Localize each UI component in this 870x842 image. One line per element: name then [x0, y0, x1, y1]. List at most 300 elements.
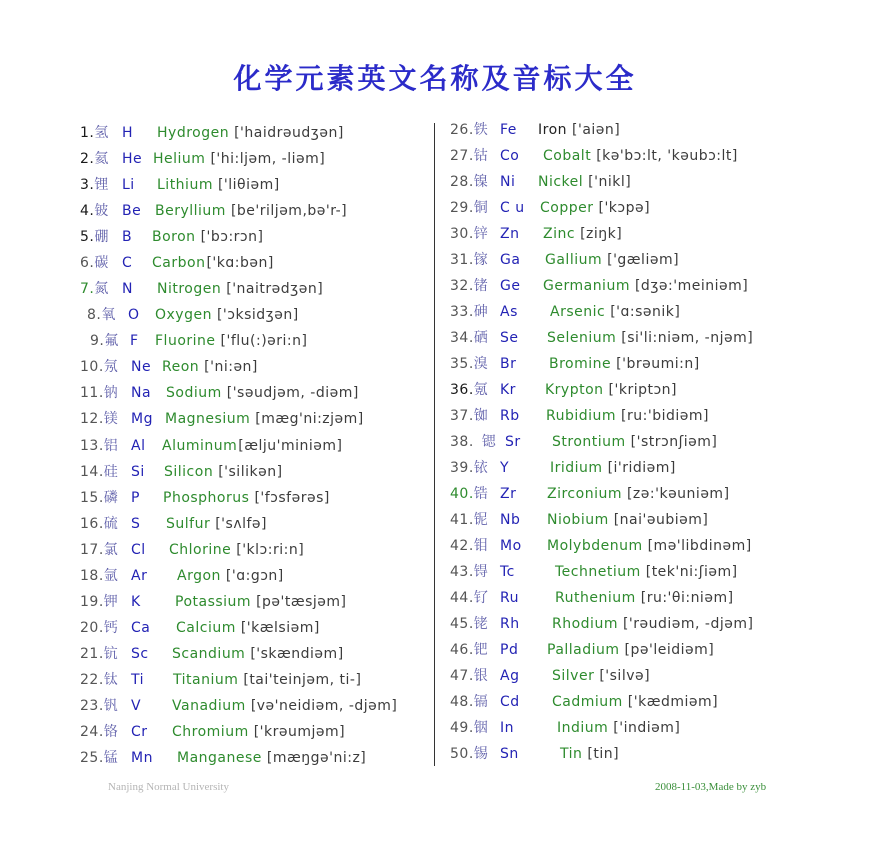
- element-row: [435, 225, 870, 243]
- element-english-name: Tin: [560, 746, 583, 762]
- element-number: 27.: [450, 148, 474, 164]
- element-number: 1.: [80, 125, 95, 141]
- element-phonetic: [i'ridiəm]: [607, 460, 676, 476]
- element-symbol: Rh: [500, 616, 520, 632]
- element-label-group: [80, 515, 118, 533]
- element-phonetic: [ru:'θi:niəm]: [640, 590, 734, 606]
- element-symbol: Ge: [500, 278, 521, 294]
- element-row: [435, 407, 870, 425]
- element-chinese-name: 铌: [473, 512, 488, 528]
- element-name-group: [538, 173, 631, 191]
- element-english-name: Bromine: [549, 356, 612, 372]
- element-english-name: Oxygen: [155, 307, 212, 324]
- element-row: [435, 459, 870, 477]
- element-name-group: [545, 381, 677, 399]
- element-phonetic: [tek'ni:ʃiəm]: [645, 564, 738, 580]
- element-phonetic: ['krəumjəm]: [253, 723, 346, 740]
- element-name-group: [172, 645, 344, 663]
- element-english-name: Indium: [557, 720, 609, 736]
- element-name-group: [172, 697, 397, 715]
- element-name-group: [155, 202, 347, 220]
- element-english-name: Silver: [552, 668, 595, 684]
- element-label-group: [80, 150, 108, 168]
- element-chinese-name: 钠: [103, 385, 118, 402]
- element-symbol: Fe: [500, 122, 517, 138]
- element-phonetic: ['strɔnʃiəm]: [630, 434, 718, 450]
- element-symbol: Nb: [500, 512, 521, 528]
- element-symbol: F: [130, 333, 139, 350]
- element-phonetic: ['flu(:)əri:n]: [220, 333, 308, 350]
- element-name-group: [155, 306, 299, 324]
- element-english-name: Gallium: [545, 252, 603, 268]
- element-label-group: [80, 723, 118, 741]
- element-symbol: He: [122, 151, 143, 167]
- element-name-group: [545, 251, 679, 269]
- element-row: [0, 306, 435, 324]
- element-english-name: Cadmium: [552, 694, 623, 710]
- element-label-group: [450, 615, 488, 633]
- element-row: [0, 749, 435, 767]
- element-english-name: Argon: [177, 567, 221, 584]
- element-chinese-name: 硅: [103, 463, 118, 480]
- element-chinese-name: 锗: [473, 278, 488, 294]
- element-symbol: P: [131, 489, 140, 506]
- element-label-group: [80, 358, 118, 376]
- element-symbol: Sc: [131, 645, 149, 662]
- element-chinese-name: 钴: [473, 148, 488, 164]
- element-phonetic: [ælju'miniəm]: [238, 437, 343, 454]
- element-english-name: Molybdenum: [547, 538, 643, 554]
- element-symbol: Na: [131, 385, 152, 402]
- element-label-group: [450, 147, 488, 165]
- element-row: [0, 176, 435, 194]
- element-row: [0, 410, 435, 428]
- element-label-group: [450, 407, 488, 425]
- element-row: [0, 489, 435, 507]
- element-number: 41.: [450, 512, 474, 528]
- element-label-group: [80, 437, 118, 455]
- element-english-name: Carbon: [152, 255, 206, 272]
- element-name-group: [152, 254, 274, 272]
- element-chinese-name: 铁: [473, 122, 488, 138]
- element-chinese-name: 锂: [94, 177, 109, 194]
- element-row: [435, 589, 870, 607]
- element-label-group: [80, 541, 118, 559]
- element-symbol: Pd: [500, 642, 519, 658]
- element-symbol: Zn: [500, 226, 520, 242]
- element-english-name: Nitrogen: [157, 281, 222, 298]
- element-row: [0, 228, 435, 246]
- element-english-name: Cobalt: [543, 148, 592, 164]
- element-symbol: B: [122, 229, 133, 246]
- element-row: [435, 745, 870, 763]
- element-symbol: Li: [122, 177, 135, 194]
- element-name-group: [162, 437, 342, 455]
- element-english-name: Technetium: [555, 564, 641, 580]
- element-number: 20.: [80, 619, 104, 636]
- element-row: [435, 719, 870, 737]
- element-row: [0, 202, 435, 220]
- element-phonetic: ['gæliəm]: [607, 252, 680, 268]
- element-symbol: O: [128, 307, 140, 324]
- element-row: [0, 515, 435, 533]
- element-english-name: Aluminum: [162, 437, 238, 454]
- element-english-name: Sodium: [166, 385, 222, 402]
- element-number: 40.: [450, 486, 474, 502]
- element-english-name: Chromium: [172, 723, 249, 740]
- element-row: [0, 593, 435, 611]
- element-label-group: [87, 306, 115, 324]
- element-name-group: [560, 745, 619, 763]
- element-chinese-name: 硫: [103, 515, 118, 532]
- element-row: [435, 563, 870, 581]
- element-english-name: Helium: [153, 151, 206, 167]
- element-english-name: Germanium: [543, 278, 630, 294]
- element-chinese-name: 铟: [473, 720, 488, 736]
- element-name-group: [555, 563, 738, 581]
- element-label-group: [450, 511, 488, 529]
- element-symbol: Mo: [500, 538, 522, 554]
- element-english-name: Nickel: [538, 174, 584, 190]
- element-phonetic: ['liθiəm]: [217, 177, 280, 194]
- element-chinese-name: 钾: [103, 593, 118, 610]
- element-number: 9.: [90, 333, 105, 350]
- element-name-group: [166, 384, 359, 402]
- element-phonetic: ['klɔ:ri:n]: [236, 541, 305, 558]
- element-symbol: N: [122, 281, 133, 298]
- element-name-group: [550, 303, 680, 321]
- element-symbol: Ga: [500, 252, 521, 268]
- element-english-name: Rhodium: [552, 616, 618, 632]
- element-phonetic: [mə'libdinəm]: [647, 538, 752, 554]
- element-number: 28.: [450, 174, 474, 190]
- element-chinese-name: 镍: [473, 174, 488, 190]
- element-phonetic: [nai'əubiəm]: [613, 512, 709, 528]
- element-english-name: Vanadium: [172, 697, 246, 714]
- element-label-group: [80, 280, 108, 298]
- element-english-name: Potassium: [175, 593, 252, 610]
- element-chinese-name: 铷: [473, 408, 488, 424]
- element-row: [0, 358, 435, 376]
- element-phonetic: [dʒə:'meiniəm]: [634, 278, 749, 294]
- element-label-group: [80, 749, 118, 767]
- element-row: [435, 667, 870, 685]
- element-number: 5.: [80, 229, 95, 246]
- element-label-group: [450, 745, 488, 763]
- element-number: 22.: [80, 671, 104, 688]
- element-chinese-name: 氟: [104, 333, 119, 350]
- element-symbol: Br: [500, 356, 517, 372]
- element-phonetic: [və'neidiəm, -djəm]: [250, 697, 398, 714]
- element-symbol: Se: [500, 330, 519, 346]
- element-english-name: Magnesium: [165, 411, 251, 428]
- element-symbol: Si: [131, 463, 145, 480]
- element-label-group: [80, 254, 108, 272]
- element-name-group: [155, 332, 307, 350]
- element-name-group: [162, 358, 258, 376]
- element-phonetic: ['rəudiəm, -djəm]: [622, 616, 754, 632]
- element-phonetic: ['kælsiəm]: [240, 619, 320, 636]
- element-chinese-name: 铬: [103, 723, 118, 740]
- element-phonetic: ['haidrəudʒən]: [234, 125, 344, 141]
- element-number: 21.: [80, 645, 104, 662]
- element-english-name: Selenium: [547, 330, 617, 346]
- element-chinese-name: 氢: [94, 125, 109, 141]
- element-row: [0, 150, 435, 168]
- element-symbol: Ru: [500, 590, 519, 606]
- element-phonetic: ['ɑ:gɔn]: [225, 567, 284, 584]
- element-symbol: C u: [500, 200, 525, 216]
- element-row: [435, 511, 870, 529]
- element-number: 29.: [450, 200, 474, 216]
- element-phonetic: [ru:'bidiəm]: [621, 408, 709, 424]
- element-chinese-name: 锆: [473, 486, 488, 502]
- element-row: [0, 280, 435, 298]
- element-row: [0, 697, 435, 715]
- element-number: 48.: [450, 694, 474, 710]
- element-number: 25.: [80, 750, 104, 766]
- right-column: [435, 0, 870, 842]
- element-number: 15.: [80, 489, 104, 506]
- element-label-group: [450, 355, 488, 373]
- element-name-group: [543, 147, 738, 165]
- element-chinese-name: 银: [473, 668, 488, 684]
- element-label-group: [80, 463, 118, 481]
- element-symbol: In: [500, 720, 515, 736]
- element-phonetic: ['indiəm]: [613, 720, 681, 736]
- element-chinese-name: 铑: [473, 616, 488, 632]
- element-row: [435, 251, 870, 269]
- element-symbol: Tc: [500, 564, 515, 580]
- element-name-group: [152, 228, 263, 246]
- element-english-name: Boron: [152, 229, 196, 246]
- element-chinese-name: 铱: [473, 460, 488, 476]
- element-english-name: Rubidium: [546, 408, 617, 424]
- element-number: 39.: [450, 460, 474, 476]
- element-name-group: [165, 410, 364, 428]
- element-name-group: [547, 641, 714, 659]
- element-number: 8.: [87, 307, 102, 324]
- element-phonetic: ['naitrədʒən]: [226, 281, 324, 298]
- element-row: [435, 121, 870, 139]
- element-number: 42.: [450, 538, 474, 554]
- element-english-name: Scandium: [172, 645, 246, 662]
- element-symbol: Ne: [131, 359, 152, 376]
- element-chinese-name: 锌: [473, 226, 488, 242]
- element-name-group: [153, 150, 325, 168]
- element-chinese-name: 铍: [94, 203, 109, 220]
- element-row: [0, 671, 435, 689]
- element-name-group: [163, 489, 330, 507]
- element-phonetic: [mæg'ni:zjəm]: [255, 411, 364, 428]
- element-phonetic: ['hi:ljəm, -liəm]: [210, 151, 326, 167]
- element-label-group: [80, 671, 118, 689]
- element-english-name: Chlorine: [169, 541, 232, 558]
- element-phonetic: ['kɑ:bən]: [206, 255, 274, 272]
- element-row: [435, 485, 870, 503]
- element-symbol: Be: [122, 203, 142, 220]
- element-english-name: Fluorine: [155, 333, 216, 350]
- element-phonetic: ['silvə]: [599, 668, 651, 684]
- element-row: [0, 384, 435, 402]
- element-name-group: [543, 225, 622, 243]
- element-english-name: Iron: [538, 122, 568, 138]
- element-number: 31.: [450, 252, 474, 268]
- element-symbol: H: [122, 125, 134, 141]
- element-label-group: [80, 697, 118, 715]
- element-phonetic: [tai'teinjəm, ti-]: [243, 671, 362, 688]
- element-name-group: [547, 537, 752, 555]
- element-row: [0, 332, 435, 350]
- element-name-group: [543, 277, 748, 295]
- element-english-name: Strontium: [552, 434, 626, 450]
- element-number: 13.: [80, 437, 104, 454]
- element-symbol: Ar: [131, 567, 148, 584]
- element-row: [435, 147, 870, 165]
- element-english-name: Hydrogen: [157, 125, 230, 141]
- element-row: [435, 277, 870, 295]
- element-name-group: [555, 589, 734, 607]
- element-label-group: [80, 489, 118, 507]
- element-phonetic: ['ɑ:sənik]: [610, 304, 681, 320]
- element-english-name: Sulfur: [166, 515, 211, 532]
- element-english-name: Lithium: [157, 177, 213, 194]
- element-number: 24.: [80, 723, 104, 740]
- element-name-group: [176, 619, 320, 637]
- element-chinese-name: 锡: [473, 746, 488, 762]
- element-name-group: [169, 541, 304, 559]
- element-phonetic: [pə'tæsjəm]: [256, 593, 347, 610]
- element-name-group: [157, 280, 323, 298]
- element-symbol: Cr: [131, 723, 148, 740]
- element-label-group: [80, 410, 118, 428]
- element-symbol: Al: [131, 437, 146, 454]
- element-symbol: Ca: [131, 619, 151, 636]
- element-symbol: S: [131, 515, 141, 532]
- element-row: [435, 173, 870, 191]
- element-phonetic: ['skændiəm]: [250, 645, 344, 662]
- element-english-name: Palladium: [547, 642, 620, 658]
- element-label-group: [450, 277, 488, 295]
- element-label-group: [450, 693, 488, 711]
- element-phonetic: ['aiən]: [572, 122, 621, 138]
- element-phonetic: ['nikl]: [588, 174, 632, 190]
- element-number: 30.: [450, 226, 474, 242]
- element-row: [435, 537, 870, 555]
- element-number: 26.: [450, 122, 474, 138]
- element-label-group: [80, 176, 108, 194]
- element-symbol: Co: [500, 148, 520, 164]
- element-chinese-name: 氩: [103, 567, 118, 584]
- page-title: 化学元素英文名称及音标大全: [233, 62, 637, 95]
- element-phonetic: ['sʌlfə]: [215, 515, 268, 532]
- element-number: 6.: [80, 255, 95, 272]
- element-number: 47.: [450, 668, 474, 684]
- element-number: 34.: [450, 330, 474, 346]
- element-number: 35.: [450, 356, 474, 372]
- element-row: [435, 641, 870, 659]
- element-name-group: [172, 723, 345, 741]
- element-number: 32.: [450, 278, 474, 294]
- element-row: [0, 567, 435, 585]
- element-symbol: Kr: [500, 382, 516, 398]
- element-name-group: [175, 593, 347, 611]
- element-row: [435, 381, 870, 399]
- element-name-group: [157, 124, 344, 142]
- element-name-group: [173, 671, 361, 689]
- element-phonetic: ['ɔksidʒən]: [216, 307, 299, 324]
- element-chinese-name: 碳: [94, 255, 109, 272]
- element-label-group: [80, 384, 118, 402]
- element-number: 50.: [450, 746, 474, 762]
- element-label-group: [450, 225, 488, 243]
- element-name-group: [547, 485, 730, 503]
- element-label-group: [90, 332, 118, 350]
- element-chinese-name: 硒: [473, 330, 488, 346]
- element-name-group: [552, 693, 718, 711]
- element-number: 44.: [450, 590, 474, 606]
- element-chinese-name: 镓: [473, 252, 488, 268]
- element-name-group: [549, 355, 700, 373]
- element-chinese-name: 镁: [103, 411, 118, 428]
- element-english-name: Ruthenium: [555, 590, 636, 606]
- element-name-group: [546, 407, 709, 425]
- element-chinese-name: 溴: [473, 356, 488, 372]
- element-symbol: C: [122, 255, 133, 272]
- element-number: 10.: [80, 359, 104, 376]
- element-row: [0, 254, 435, 272]
- element-label-group: [450, 251, 488, 269]
- element-name-group: [552, 667, 650, 685]
- element-number: 3.: [80, 177, 95, 194]
- element-name-group: [164, 463, 283, 481]
- element-name-group: [547, 511, 708, 529]
- element-label-group: [450, 199, 488, 217]
- element-row: [435, 199, 870, 217]
- element-english-name: Calcium: [176, 619, 236, 636]
- element-chinese-name: 氯: [103, 541, 118, 558]
- element-number: 36.: [450, 382, 474, 398]
- element-name-group: [177, 749, 366, 767]
- element-number: 33.: [450, 304, 474, 320]
- element-number: 4.: [80, 203, 95, 220]
- element-chinese-name: 磷: [103, 489, 118, 506]
- element-label-group: [450, 173, 488, 191]
- element-english-name: Silicon: [164, 463, 214, 480]
- element-phonetic: ['kriptɔn]: [608, 382, 678, 398]
- element-label-group: [450, 641, 488, 659]
- element-label-group: [450, 589, 488, 607]
- element-row: [0, 124, 435, 142]
- element-chinese-name: 钯: [473, 642, 488, 658]
- element-symbol: Cl: [131, 541, 146, 558]
- element-number: 11.: [80, 385, 104, 402]
- element-number: 14.: [80, 463, 104, 480]
- element-chinese-name: 氦: [94, 151, 109, 167]
- element-label-group: [450, 303, 488, 321]
- element-row: [435, 303, 870, 321]
- element-row: [0, 645, 435, 663]
- element-symbol: Mg: [131, 411, 153, 428]
- element-number: 19.: [80, 593, 104, 610]
- element-name-group: [557, 719, 680, 737]
- element-name-group: [550, 459, 676, 477]
- element-chinese-name: 氪: [473, 382, 488, 398]
- element-label-group: [80, 593, 118, 611]
- element-chinese-name: 钼: [473, 538, 488, 554]
- element-chinese-name: 钪: [103, 645, 118, 662]
- element-chinese-name: 铝: [103, 437, 118, 454]
